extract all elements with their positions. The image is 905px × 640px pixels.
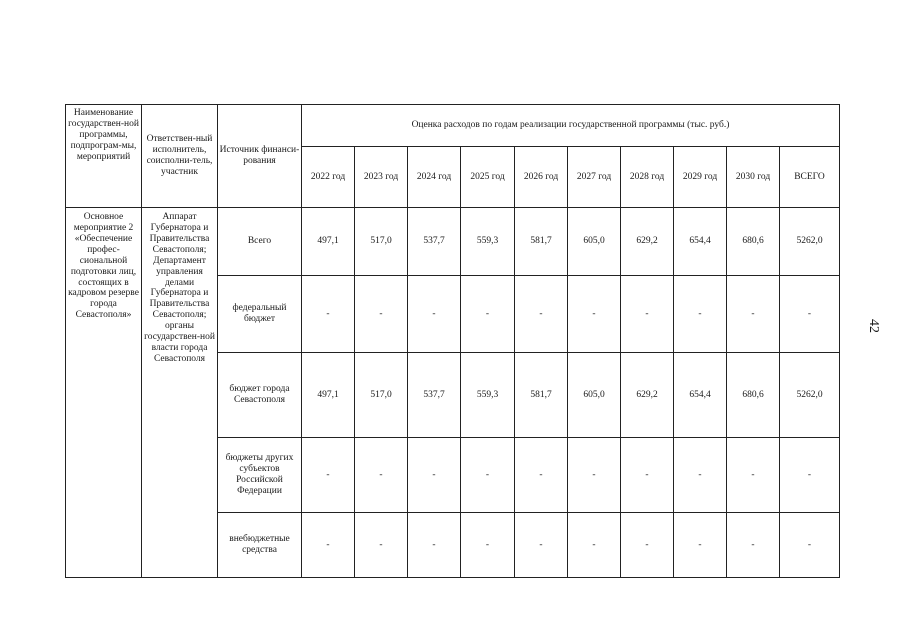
- value-cell: -: [302, 276, 355, 353]
- value-cell: 680,6: [727, 208, 780, 276]
- value-cell: 629,2: [621, 208, 674, 276]
- value-cell: -: [568, 276, 621, 353]
- header-total: ВСЕГО: [780, 147, 840, 208]
- responsible-cell: Аппарат Губернатора и Правительства Севастополя; Департамент управления делами Губернатора и Правительства Севастополя; органы государствен-ной власти города Севастополя: [142, 208, 218, 578]
- value-cell: 559,3: [461, 208, 515, 276]
- value-cell: -: [727, 513, 780, 578]
- value-cell: -: [461, 438, 515, 513]
- header-year: 2028 год: [621, 147, 674, 208]
- header-program: Наименование государствен-ной программы, подпрограм-мы, мероприятий: [66, 105, 142, 208]
- header-year: 2024 год: [408, 147, 461, 208]
- table-row-total: [66, 208, 840, 276]
- total-cell: -: [780, 513, 840, 578]
- value-cell: -: [621, 276, 674, 353]
- header-row-1: [66, 105, 840, 147]
- header-year: 2022 год: [302, 147, 355, 208]
- header-responsible: Ответствен-ный исполнитель, соисполни-тель, участник: [142, 105, 218, 208]
- expenditure-table: [65, 104, 840, 578]
- value-cell: 581,7: [515, 208, 568, 276]
- value-cell: -: [568, 513, 621, 578]
- value-cell: -: [408, 438, 461, 513]
- value-cell: 497,1: [302, 208, 355, 276]
- source-cell: бюджеты других субъектов Российской Федерации: [218, 438, 302, 513]
- source-cell: внебюджетные средства: [218, 513, 302, 578]
- value-cell: -: [302, 438, 355, 513]
- value-cell: 537,7: [408, 353, 461, 438]
- total-cell: -: [780, 276, 840, 353]
- value-cell: -: [515, 276, 568, 353]
- value-cell: 680,6: [727, 353, 780, 438]
- total-cell: 5262,0: [780, 208, 840, 276]
- value-cell: -: [674, 276, 727, 353]
- value-cell: -: [355, 438, 408, 513]
- value-cell: -: [727, 438, 780, 513]
- value-cell: -: [674, 438, 727, 513]
- value-cell: 559,3: [461, 353, 515, 438]
- total-cell: -: [780, 438, 840, 513]
- header-year: 2030 год: [727, 147, 780, 208]
- value-cell: -: [674, 513, 727, 578]
- page-number: 42: [866, 319, 881, 333]
- source-cell: Всего: [218, 208, 302, 276]
- value-cell: 581,7: [515, 353, 568, 438]
- header-year: 2026 год: [515, 147, 568, 208]
- header-year: 2023 год: [355, 147, 408, 208]
- header-expenditure-span: Оценка расходов по годам реализации государственной программы (тыс. руб.): [302, 105, 840, 147]
- header-year: 2029 год: [674, 147, 727, 208]
- value-cell: 654,4: [674, 353, 727, 438]
- value-cell: -: [355, 513, 408, 578]
- header-year: 2025 год: [461, 147, 515, 208]
- value-cell: 497,1: [302, 353, 355, 438]
- value-cell: -: [621, 438, 674, 513]
- value-cell: -: [408, 276, 461, 353]
- header-source: Источник финанси-рования: [218, 105, 302, 208]
- value-cell: -: [302, 513, 355, 578]
- value-cell: -: [461, 276, 515, 353]
- program-cell: Основное мероприятие 2 «Обеспечение профес-сиональной подготовки лиц, состоящих в кадровом резерве города Севастополя»: [66, 208, 142, 578]
- source-cell: федеральный бюджет: [218, 276, 302, 353]
- value-cell: -: [461, 513, 515, 578]
- value-cell: -: [727, 276, 780, 353]
- value-cell: 517,0: [355, 353, 408, 438]
- value-cell: 605,0: [568, 353, 621, 438]
- total-cell: 5262,0: [780, 353, 840, 438]
- value-cell: 629,2: [621, 353, 674, 438]
- value-cell: -: [515, 513, 568, 578]
- value-cell: 605,0: [568, 208, 621, 276]
- source-cell: бюджет города Севастополя: [218, 353, 302, 438]
- value-cell: 537,7: [408, 208, 461, 276]
- value-cell: -: [408, 513, 461, 578]
- value-cell: -: [568, 438, 621, 513]
- header-year: 2027 год: [568, 147, 621, 208]
- value-cell: 517,0: [355, 208, 408, 276]
- value-cell: -: [515, 438, 568, 513]
- value-cell: 654,4: [674, 208, 727, 276]
- value-cell: -: [621, 513, 674, 578]
- value-cell: -: [355, 276, 408, 353]
